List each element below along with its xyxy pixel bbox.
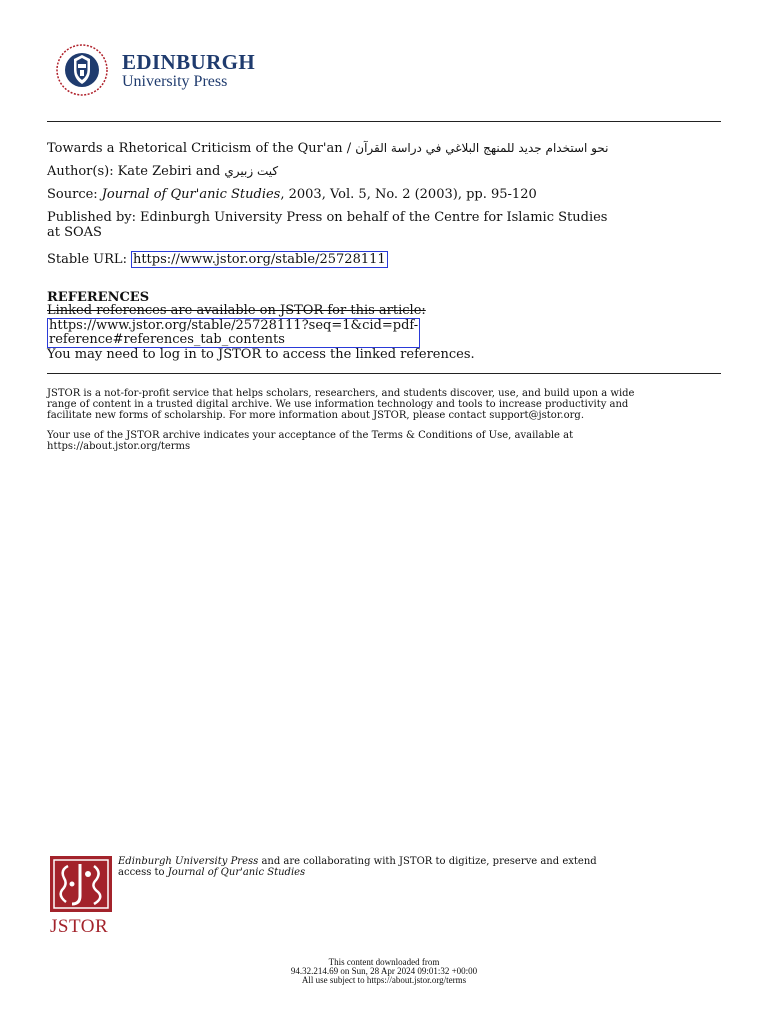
published-by (47, 210, 721, 240)
author-arabic: كيت زبيري (224, 164, 279, 178)
references-intro: Linked references are available on JSTOR for this article: (47, 303, 426, 318)
jstor-mark-icon (50, 856, 112, 912)
collaboration-statement (118, 856, 718, 878)
download-footer (0, 958, 768, 985)
notice-line: range of content in a trusted digital archive. We use information technology and tools to increase productivity and (47, 399, 629, 410)
jstor-wordmark: JSTOR (50, 916, 109, 937)
author-name: Kate Zebiri and (117, 164, 221, 179)
jstor-notice (47, 388, 723, 421)
title-text: Towards a Rhetorical Criticism of the Qur'an / (47, 141, 352, 156)
article-title (47, 141, 721, 156)
university-seal-icon (56, 44, 108, 96)
published-line1: Edinburgh University Press on behalf of the Centre for Islamic Studies (140, 210, 608, 225)
references-block (47, 304, 475, 362)
authors-label: Author(s): (47, 164, 114, 179)
references-note: You may need to log in to JSTOR to access the linked references. (47, 347, 475, 362)
collab-middle: and are collaborating with JSTOR to digitize, preserve and extend (261, 856, 597, 867)
authors-line (47, 164, 721, 179)
middle-divider (47, 373, 721, 374)
references-link-line2[interactable]: reference#references_tab_contents (49, 332, 285, 347)
footer-line2: 94.32.214.69 on Sun, 28 Apr 2024 09:01:32 +00:00 (290, 966, 478, 976)
journal-name: Journal of Qur'anic Studies (101, 187, 281, 202)
top-divider (47, 121, 721, 122)
collab-publisher: Edinburgh University Press (118, 856, 259, 867)
stable-url-label: Stable URL: (47, 252, 127, 267)
source-line (47, 187, 721, 202)
footer-line3: All use subject to https://about.jstor.org/terms (301, 975, 467, 985)
terms-url: https://about.jstor.org/terms (47, 441, 191, 452)
title-arabic: نحو استخدام جديد للمنهج البلاغي في دراسة القرآن (355, 141, 609, 155)
references-heading: REFERENCES (47, 290, 150, 305)
collab-journal: Journal of Qur'anic Studies (167, 867, 306, 878)
published-line2: at SOAS (47, 225, 102, 240)
terms-line: Your use of the JSTOR archive indicates your acceptance of the Terms & Conditions of Use, available at (47, 430, 574, 441)
source-label: Source: (47, 187, 98, 202)
stable-url-line (47, 252, 721, 267)
publisher-subtitle: University Press (122, 73, 228, 90)
notice-line: facilitate new forms of scholarship. For more information about JSTOR, please contact support@jstor.org. (47, 410, 584, 421)
stable-url-link[interactable]: https://www.jstor.org/stable/25728111 (132, 252, 386, 267)
references-link[interactable] (47, 318, 420, 348)
notice-line: JSTOR is a not-for-profit service that helps scholars, researchers, and students discover, use, and build upon a wide (47, 388, 635, 399)
publisher-name: EDINBURGH (122, 50, 256, 74)
source-details: , 2003, Vol. 5, No. 2 (2003), pp. 95-120 (280, 187, 537, 202)
publisher-logo (56, 44, 256, 100)
published-label: Published by: (47, 210, 136, 225)
collab-prefix: access to (118, 867, 165, 878)
jstor-logo (50, 856, 114, 936)
terms-notice (47, 430, 723, 452)
references-link-line1[interactable]: https://www.jstor.org/stable/25728111?seq=1&cid=pdf- (49, 318, 419, 333)
footer-line1: This content downloaded from (328, 957, 440, 967)
